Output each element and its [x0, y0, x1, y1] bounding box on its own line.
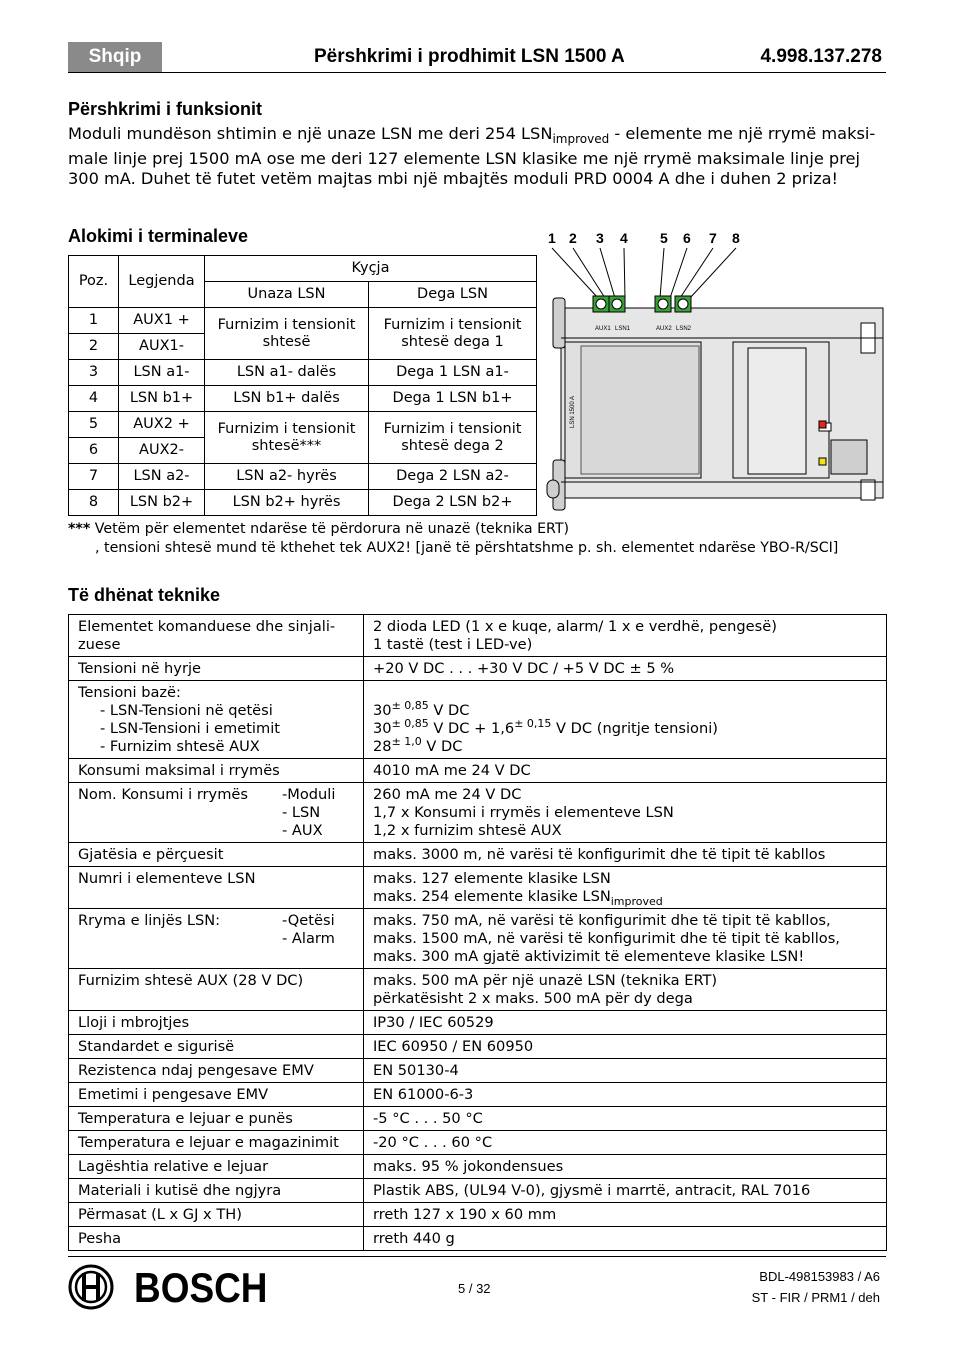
table-row	[69, 1131, 887, 1155]
row-key: Emetimi i pengesave EMV	[69, 1083, 364, 1107]
table-row	[69, 657, 887, 681]
led-window	[748, 348, 806, 474]
footnote-line-1: Vetëm për elementet ndarëse të përdorura në unazë (teknika ERT)	[90, 521, 570, 537]
row-value: Plastik ABS, (UL94 V-0), gjysmë i marrtë, antracit, RAL 7016	[364, 1179, 887, 1203]
terminal-footnote	[68, 520, 838, 558]
function-text-b: - elemente me një rrymë maksi-male linje prej 1500 mA ose me deri 127 elemente LSN klasike me një rrymë maksimale linje prej 300 mA.	[68, 124, 876, 189]
table-row	[69, 759, 887, 783]
function-text-a: Moduli mundëson shtimin e një unaze LSN me deri 254 LSN	[68, 124, 553, 143]
row-value: $30^{\pm 0,85}$ V DC $30^{\pm 0,85}$ V DC + $1,6^{\pm 0,15}$ V DC (ngritje tensioni) $28^{\pm 1,0}$ V DC	[364, 681, 887, 759]
cell-branch: Dega 1 LSN a1-	[369, 360, 537, 386]
cell-ring: LSN b1+ dalës	[205, 386, 369, 412]
cell-branch: Dega 2 LSN b2+	[369, 490, 537, 516]
cell-pos: 6	[69, 438, 119, 464]
cell-ring: LSN a1- dalës	[205, 360, 369, 386]
row-key: Lloji i mbrojtjes	[69, 1011, 364, 1035]
table-row	[69, 1059, 887, 1083]
connector-block	[831, 440, 867, 474]
table-row	[69, 386, 537, 412]
row-key: Numri i elementeve LSN	[69, 867, 364, 909]
row-value: maks. 500 mA për një unazë LSN (teknika ERT) përkatësisht 2 x maks. 500 mA për dy dega	[364, 969, 887, 1011]
leader-lines	[552, 248, 736, 298]
terminal-number-5: 5	[660, 230, 668, 246]
terminal-number-8: 8	[732, 230, 740, 246]
row-value: 4010 mA me 24 V DC	[364, 759, 887, 783]
row-value: +20 V DC . . . +30 V DC / +5 V DC ± 5 %	[364, 657, 887, 681]
language-tab: Shqip	[68, 42, 162, 72]
row-value: EN 50130-4	[364, 1059, 887, 1083]
cell-branch-merged: Furnizim i tensionit shtesë dega 2	[369, 412, 537, 464]
row-key: Temperatura e lejuar e magazinimit	[69, 1131, 364, 1155]
cell-legend: AUX1 +	[119, 308, 205, 334]
table-row	[69, 360, 537, 386]
label-aux1: AUX1	[595, 326, 611, 332]
tech-table	[68, 614, 887, 1251]
terminal-heading: Alokimi i terminaleve	[68, 226, 249, 246]
header-rule	[68, 72, 886, 73]
terminal-table	[68, 255, 537, 516]
cell-pos: 5	[69, 412, 119, 438]
table-row	[69, 1179, 887, 1203]
document-number: 4.998.137.278	[760, 46, 882, 67]
module-diagram	[543, 228, 888, 518]
footnote-mark: ***	[68, 521, 91, 537]
row-key: Tensioni në hyrje	[69, 657, 364, 681]
fault-led	[819, 458, 826, 465]
cell-pos: 1	[69, 308, 119, 334]
row-value: maks. 127 elemente klasike LSN maks. 254 elemente klasike $LSN_{improved}$	[364, 867, 887, 909]
col-connection: Kyçja	[205, 256, 537, 282]
row-value: -5 °C . . . 50 °C	[364, 1107, 887, 1131]
row-value: rreth 440 g	[364, 1227, 887, 1251]
brand-wordmark: BOSCH	[134, 1264, 268, 1311]
table-row	[69, 1203, 887, 1227]
cell-pos: 4	[69, 386, 119, 412]
front-panel-inner	[581, 346, 699, 474]
table-row	[69, 490, 537, 516]
row-key: Materiali i kutisë dhe ngjyra	[69, 1179, 364, 1203]
document-title: Përshkrimi i prodhimit LSN 1500 A	[314, 46, 625, 67]
tech-heading: Të dhënat teknike	[68, 585, 221, 605]
row-value: 260 mA me 24 V DC 1,7 x Konsumi i rrymës i elementeve LSN 1,2 x furnizim shtesë AUX	[364, 783, 887, 843]
table-row	[69, 1155, 887, 1179]
doc-ref-2: ST - FIR / PRM1 / deh	[751, 1290, 880, 1305]
cell-branch: Dega 2 LSN a2-	[369, 464, 537, 490]
table-row	[69, 681, 887, 759]
cell-legend: AUX1-	[119, 334, 205, 360]
cell-legend: LSN a1-	[119, 360, 205, 386]
col-branch: Dega LSN	[369, 282, 537, 308]
terminal-number-6: 6	[683, 230, 691, 246]
row-value: EN 61000-6-3	[364, 1083, 887, 1107]
row-value: rreth 127 x 190 x 60 mm	[364, 1203, 887, 1227]
table-row	[69, 615, 887, 657]
cell-branch-merged: Furnizim i tensionit shtesë dega 1	[369, 308, 537, 360]
function-text-sub: improved	[552, 132, 610, 147]
cell-branch: Dega 1 LSN b1+	[369, 386, 537, 412]
row-key: Pesha	[69, 1227, 364, 1251]
col-ring: Unaza LSN	[205, 282, 369, 308]
label-lsn1: LSN1	[615, 326, 631, 332]
cell-ring-merged: Furnizim i tensionit shtesë	[205, 308, 369, 360]
function-heading: Përshkrimi i funksionit	[68, 99, 263, 119]
row-value: IP30 / IEC 60529	[364, 1011, 887, 1035]
table-row	[69, 843, 887, 867]
cell-pos: 8	[69, 490, 119, 516]
row-key: Furnizim shtesë AUX (28 V DC)	[69, 969, 364, 1011]
table-row	[69, 909, 887, 969]
cell-pos: 7	[69, 464, 119, 490]
row-key: Përmasat (L x GJ x TH)	[69, 1203, 364, 1227]
table-row	[69, 867, 887, 909]
table-row	[69, 464, 537, 490]
row-key: Lagështia relative e lejuar	[69, 1155, 364, 1179]
row-key: Elementet komanduese dhe sinjali-zuese	[69, 615, 364, 657]
cell-ring: LSN b2+ hyrës	[205, 490, 369, 516]
table-row	[69, 969, 887, 1011]
table-row	[69, 308, 537, 334]
row-value: IEC 60950 / EN 60950	[364, 1035, 887, 1059]
cell-ring-merged: Furnizim i tensionit shtesë***	[205, 412, 369, 464]
col-legend: Legjenda	[119, 256, 205, 308]
left-latch	[553, 298, 565, 348]
cell-legend: LSN a2-	[119, 464, 205, 490]
page-number: 5 / 32	[458, 1281, 491, 1296]
row-key: Konsumi maksimal i rrymës	[69, 759, 364, 783]
table-row	[69, 1011, 887, 1035]
cell-legend: LSN b1+	[119, 386, 205, 412]
table-row	[69, 1227, 887, 1251]
row-value: -20 °C . . . 60 °C	[364, 1131, 887, 1155]
table-row	[69, 1035, 887, 1059]
row-key: Tensioni bazë: - LSN-Tensioni në qetësi - LSN-Tensioni i emetimit - Furnizim shtesë AUX	[69, 681, 364, 759]
table-row	[69, 783, 887, 843]
function-text-c: Duhet të futet vetëm majtas mbi një mbajtës moduli PRD 0004 A dhe i duhen 2 priza!	[140, 169, 838, 189]
table-row	[69, 412, 537, 438]
table-row	[69, 1083, 887, 1107]
table-row	[69, 1107, 887, 1131]
terminal-number-7: 7	[709, 230, 717, 246]
cell-legend: AUX2 +	[119, 412, 205, 438]
row-key: Rezistenca ndaj pengesave EMV	[69, 1059, 364, 1083]
row-value: maks. 750 mA, në varësi të konfigurimit dhe të tipit të kabllos, maks. 1500 mA, në varësi të konfigurimit dhe të tipit të kabllos, maks. 300 mA gjatë aktivizimit të elementeve klasike LSN!	[364, 909, 887, 969]
row-key: Gjatësia e përçuesit	[69, 843, 364, 867]
cell-pos: 2	[69, 334, 119, 360]
label-lsn2: LSN2	[676, 326, 692, 332]
side-label: LSN 1500 A	[570, 395, 576, 428]
cell-legend: LSN b2+	[119, 490, 205, 516]
right-clip-bottom	[861, 480, 875, 500]
document-reference	[752, 1266, 880, 1308]
terminal-number-3: 3	[596, 230, 604, 246]
cell-pos: 3	[69, 360, 119, 386]
cell-legend: AUX2-	[119, 438, 205, 464]
row-key: Temperatura e lejuar e punës	[69, 1107, 364, 1131]
row-value: maks. 95 % jokondensues	[364, 1155, 887, 1179]
label-aux2: AUX2	[656, 326, 672, 332]
row-key: Nom. Konsumi i rrymës -Moduli - LSN - AUX	[69, 783, 364, 843]
footer-rule	[68, 1256, 886, 1257]
row-value: 2 dioda LED (1 x e kuqe, alarm/ 1 x e verdhë, pengesë) 1 tastë (test i LED-ve)	[364, 615, 887, 657]
alarm-led	[819, 421, 826, 428]
function-paragraph	[68, 124, 888, 189]
row-value: maks. 3000 m, në varësi të konfigurimit dhe të tipit të kabllos	[364, 843, 887, 867]
terminal-number-1: 1	[548, 230, 556, 246]
doc-ref-1: BDL-498153983 / A6	[759, 1269, 880, 1284]
footnote-line-2: , tensioni shtesë mund të kthehet tek AUX2! [janë të përshtatshme p. sh. elementet ndarëse YBO-R/SCI]	[95, 540, 839, 556]
terminal-number-2: 2	[569, 230, 577, 246]
cell-ring: LSN a2- hyrës	[205, 464, 369, 490]
row-key: Standardet e sigurisë	[69, 1035, 364, 1059]
row-key: Rryma e linjës LSN: -Qetësi - Alarm	[69, 909, 364, 969]
terminal-number-4: 4	[620, 230, 628, 246]
bosch-logo-icon	[68, 1264, 114, 1310]
col-pos: Poz.	[69, 256, 119, 308]
